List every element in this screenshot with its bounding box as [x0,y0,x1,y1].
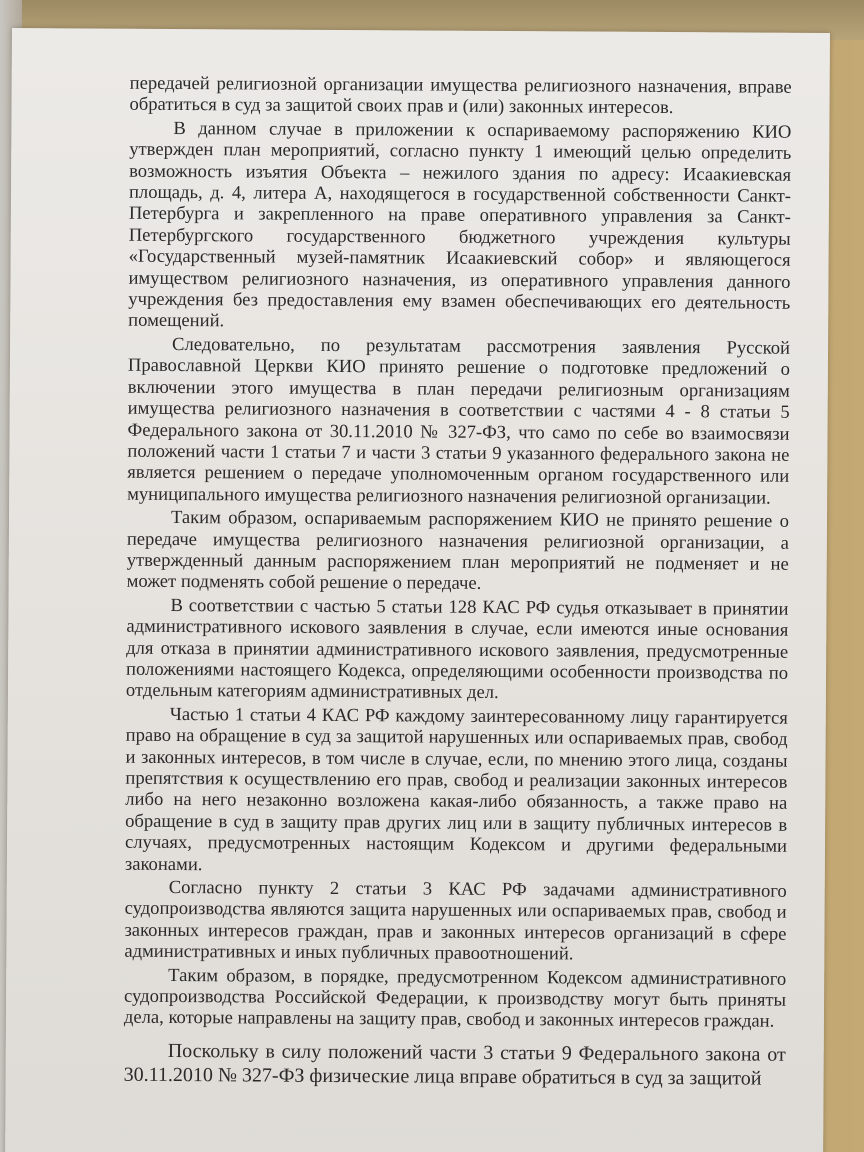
paragraph-2: В данном случае в приложении к оспариваемому распоряжению КИО утвержден план мероприятий, согласно пункту 1 имеющий целью определить возможность изъятия Объекта – нежилого здания по адресу: Исаакиевская площадь, д. 4, литера А, находящегося в государственной собственности Санкт-Петербурга и закрепленного на праве оперативного управления за Санкт-Петербургского государственного бюджетного учреждения культуры «Государственный музей-памятник Исаакиевский собор» и являющегося имуществом религиозного назначения, из оперативного управления данного учреждения без предоставления ему взамен обеспечивающих его деятельность помещений. [128,117,792,332]
paragraph-5: В соответствии с частью 5 статьи 128 КАС РФ судья отказывает в принятии административного искового заявления в случае, если имеются иные основания для отказа в принятии административного искового заявления, предусмотренные положениями настоящего Кодекса, определяющими особенности производства по отдельным категориям административных дел. [125,594,789,704]
paragraph-4: Таким образом, оспариваемым распоряжением КИО не принято решение о передаче имущества религиозного назначения религиозной организации, а утвержденный данным распоряжением план мероприятий не подменяет и не может подменять собой решение о передаче. [126,507,790,595]
paragraph-8: Таким образом, в порядке, предусмотренном Кодексом административного судопроизводства Российской Федерации, к производству могут быть приняты дела, которые направлены на защиту прав, свобод и законных интересов граждан. [123,964,787,1033]
paragraph-1: передачей религиозной организации имущества религиозного назначения, вправе обратиться в суд за защитой своих прав и (или) законных интересов. [129,72,792,119]
paragraph-3: Следовательно, по результатам рассмотрения заявления Русской Православной Церкви КИО принято решение о подготовке предложений о включении этого имущества в план передачи религиозным организациям имущества религиозного назначения в соответствии с частями 4 - 8 статьи 5 Федерального закона от 30.11.2010 № 327-ФЗ, что само по себе во взаимосвязи положений части 1 статьи 7 и части 3 статьи 9 указанного федерального закона не является решением о передаче уполномоченным органом государственного или муниципального имущества религиозного назначения религиозной организации. [127,333,791,509]
paragraph-7: Согласно пункту 2 статьи 3 КАС РФ задачами административного судопроизводства являются защита нарушенных или оспариваемых прав, свобод и законных интересов граждан, прав и законных интересов организаций в сфере административных и иных публичных правоотношений. [124,877,787,965]
document-body [124,73,792,1091]
paragraph-9: Поскольку в силу положений части 3 статьи 9 Федерального закона от 30.11.2010 № 327-ФЗ физические лица вправе обратиться в суд за защитой [123,1039,786,1090]
paragraph-6: Частью 1 статьи 4 КАС РФ каждому заинтересованному лицу гарантируется право на обращение в суд за защитой нарушенных или оспариваемых прав, свобод и законных интересов, в том числе в случае, если, по мнению этого лица, созданы препятствия к осуществлению его прав, свобод и реализации законных интересов либо на него незаконно возложена какая-либо обязанность, а также право на обращение в суд в защиту прав других лиц или в защиту публичных интересов в случаях, предусмотренных настоящим Кодексом и другими федеральными законами. [124,703,788,875]
document-page [5,28,830,1152]
